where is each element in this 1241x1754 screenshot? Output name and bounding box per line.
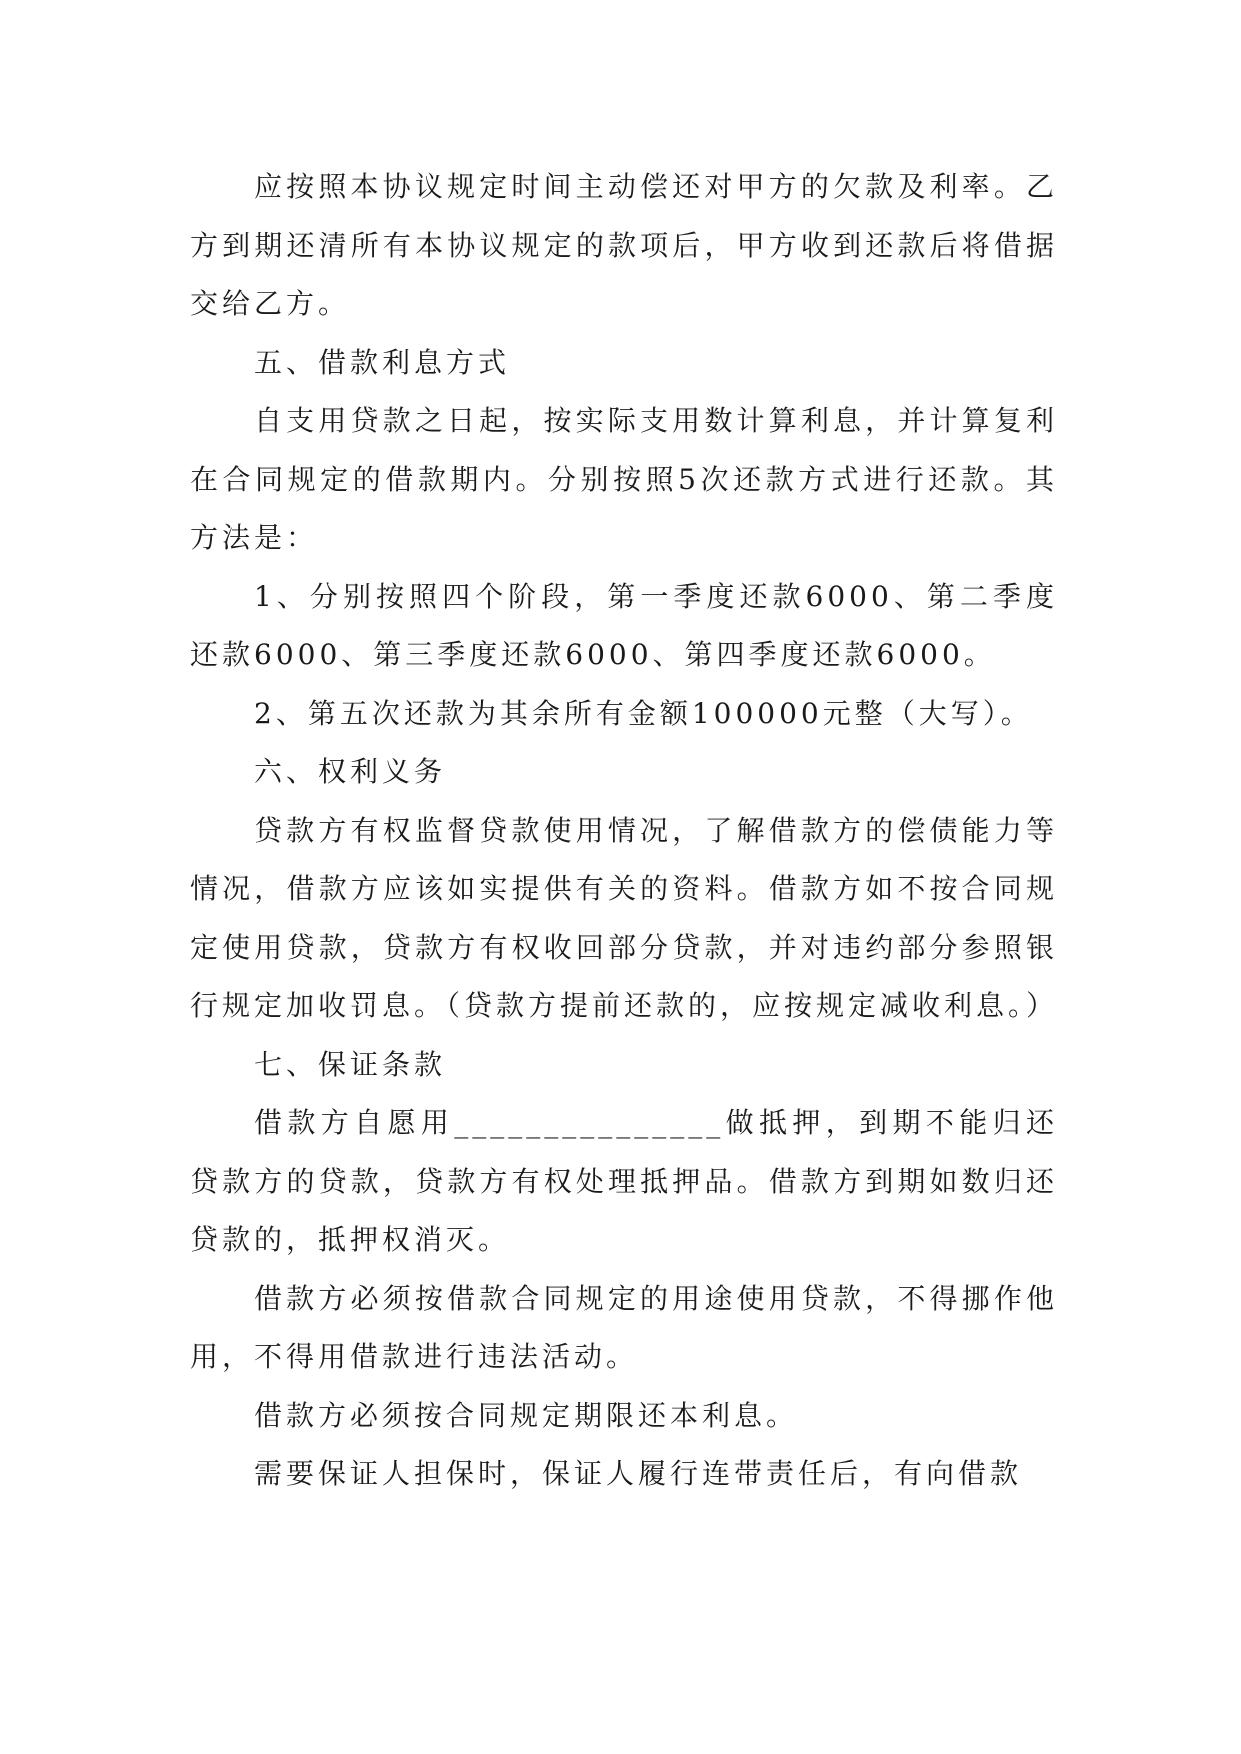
section-heading-guarantee: 七、保证条款 [254,1047,447,1081]
paragraph-interest-calculation: 自支用贷款之日起，按实际支用数计算利息，并计算复利在合同规定的借款期内。分别按照5次还款方式进行还款。其方法是： [190,404,1058,554]
paragraph-repayment-continuation: 应按照本协议规定时间主动偿还对甲方的欠款及利率。乙方到期还清所有本协议规定的款项后，甲方收到还款后将借据交给乙方。 [190,170,1058,320]
document-body [190,158,1058,1504]
section-heading-rights: 六、权利义务 [254,755,447,788]
paragraph-repayment-term: 借款方必须按合同规定期限还本利息。 [254,1398,799,1432]
paragraph-loan-usage: 借款方必须按借款合同规定的用途使用贷款，不得挪作他用，不得用借款进行违法活动。 [190,1281,1058,1373]
paragraph-installment-final: 2、第五次还款为其余所有金额100000元整（大写）。 [254,696,1033,730]
paragraph-installments-quarterly: 1、分别按照四个阶段，第一季度还款6000、第二季度还款6000、第三季度还款6000、第四季度还款6000。 [190,579,1058,671]
paragraph-collateral: 借款方自愿用_______________做抵押，到期不能归还贷款方的贷款，贷款方有权处理抵押品。借款方到期如数归还贷款的，抵押权消灭。 [190,1106,1058,1256]
paragraph-rights-obligations: 贷款方有权监督贷款使用情况，了解借款方的偿债能力等情况，借款方应该如实提供有关的资料。借款方如不按合同规定使用贷款，贷款方有权收回部分贷款，并对违约部分参照银行规定加收罚息。（贷款方提前还款的，应按规定减收利息。） [190,813,1059,1022]
paragraph-guarantor: 需要保证人担保时，保证人履行连带责任后，有向借款 [254,1457,1023,1490]
section-heading-interest: 五、借款利息方式 [254,345,511,379]
